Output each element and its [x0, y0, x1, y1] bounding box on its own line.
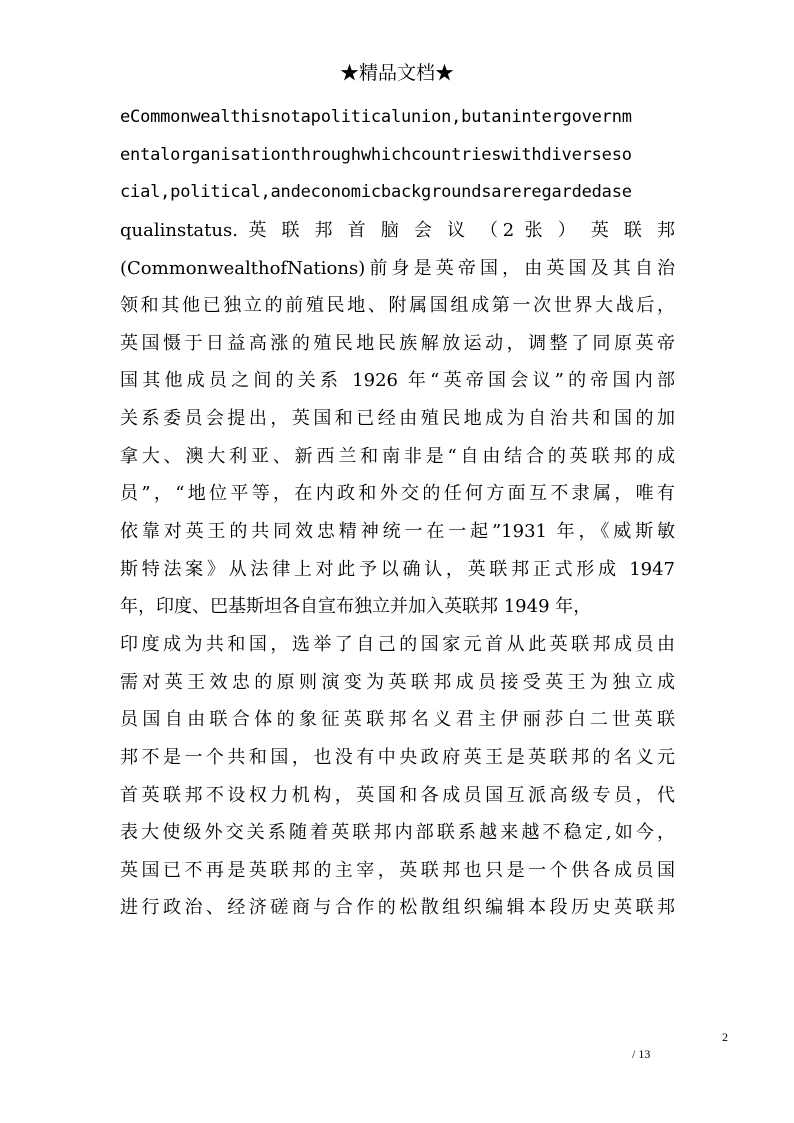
text-line: 领和其他已独立的前殖民地、附属国组成第一次世界大战后，: [120, 295, 675, 317]
page-number: 2: [722, 1030, 728, 1044]
text-line: 拿大、澳大利亚、新西兰和南非是“自由结合的英联邦的成: [120, 445, 675, 467]
text-line: 依靠对英王的共同效忠精神统一在一起”1931 年，《威斯敏: [120, 521, 675, 543]
text-line: 印度成为共和国，选举了自己的国家元首从此英联邦成员由: [120, 633, 675, 655]
text-line: 表大使级外交关系随着英联邦内部联系越来越不稳定,如今，: [120, 822, 675, 844]
text-line: 邦不是一个共和国，也没有中央政府英王是英联邦的名义元: [120, 746, 675, 768]
text-line: 国其他成员之间的关系 1926 年“英帝国会议”的帝国内部: [120, 370, 675, 392]
page-header: ★精品文档★: [339, 62, 454, 84]
page-total: / 13: [632, 1047, 651, 1061]
text-line: cial,political,andeconomicbackgroundsareregardedase: [120, 182, 632, 203]
text-line: 年，印度、巴基斯坦各自宣布独立并加入英联邦 1949 年，: [120, 596, 592, 618]
text-line: 员国自由联合体的象征英联邦名义君主伊丽莎白二世英联: [120, 709, 675, 731]
text-line: 进行政治、经济磋商与合作的松散组织编辑本段历史英联邦: [120, 897, 675, 919]
text-line: 首英联邦不设权力机构，英国和各成员国互派高级专员，代: [120, 784, 675, 806]
text-line: 需对英王效忠的原则演变为英联邦成员接受英王为独立成: [120, 671, 675, 693]
text-line: 员”，“地位平等，在内政和外交的任何方面互不隶属，唯有: [120, 483, 675, 505]
text-line: entalorganisationthroughwhichcountrieswithdiverseso: [120, 144, 632, 165]
text-line: qualinstatus. 英 联 邦 首 脑 会 议 （2 张 ） 英 联 邦: [120, 219, 675, 241]
text-line: eCommonwealthisnotapoliticalunion,butanintergovernm: [120, 107, 632, 127]
text-line: 关系委员会提出，英国和已经由殖民地成为自治共和国的加: [120, 408, 675, 430]
document-body: [120, 99, 675, 927]
text-line: 英国慑于日益高涨的殖民地民族解放运动，调整了同原英帝: [120, 332, 675, 354]
text-line: 斯特法案》从法律上对此予以确认，英联邦正式形成 1947: [120, 558, 675, 580]
text-line: (CommonwealthofNations)前身是英帝国，由英国及其自治: [120, 257, 675, 279]
text-line: 英国已不再是英联邦的主宰，英联邦也只是一个供各成员国: [120, 859, 675, 881]
